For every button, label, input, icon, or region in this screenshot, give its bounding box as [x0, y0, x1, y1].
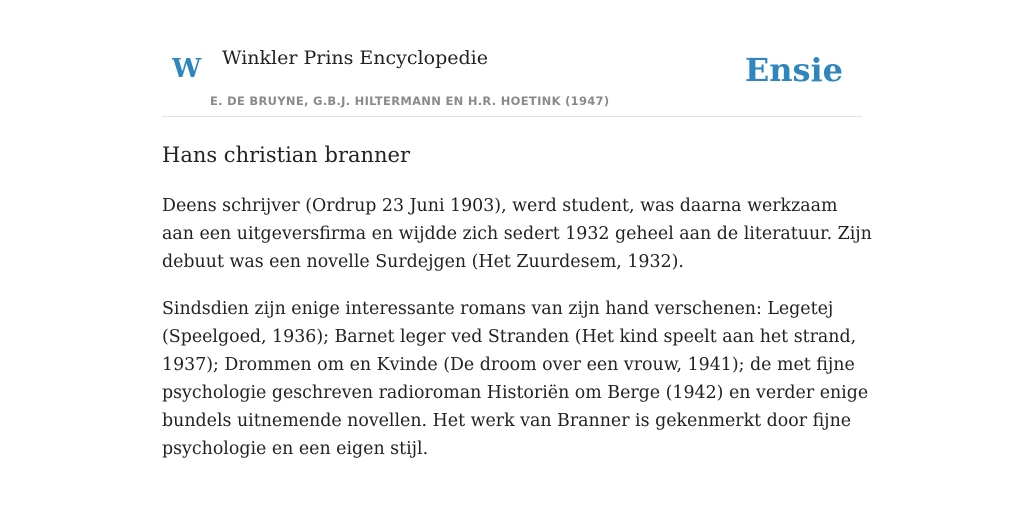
article-title: Hans christian branner: [162, 143, 411, 167]
brand-logo[interactable]: Ensie: [744, 51, 843, 89]
article-paragraph: Deens schrijver (Ordrup 23 Juni 1903), werd student, was daarna werkzaam aan een uitgeversfirma en wijdde zich sedert 1932 geheel aan de literatuur. Zijn debuut was een novelle Surdejgen (Het Zuurdesem, 1932).: [162, 196, 872, 272]
header: [162, 0, 862, 117]
encyclopedia-logo[interactable]: W: [172, 54, 202, 84]
article-paragraph: Sindsdien zijn enige interessante romans van zijn hand verschenen: Legetej (Speelgoed, 1936); Barnet leger ved Stranden (Het kind speelt aan het strand, 1937); Drommen om en Kvinde (De droom over een vrouw, 1941); de met fijne psychologie geschreven radioroman Historiën om Berge (1942) en verder enige bundels uitnemende novellen. Het werk van Branner is gekenmerkt door fijne psychologie en een eigen stijl.: [162, 299, 869, 459]
authors-byline: E. DE BRUYNE, G.B.J. HILTERMANN EN H.R. HOETINK (1947): [210, 94, 610, 108]
site-title[interactable]: Winkler Prins Encyclopedie: [222, 47, 488, 69]
